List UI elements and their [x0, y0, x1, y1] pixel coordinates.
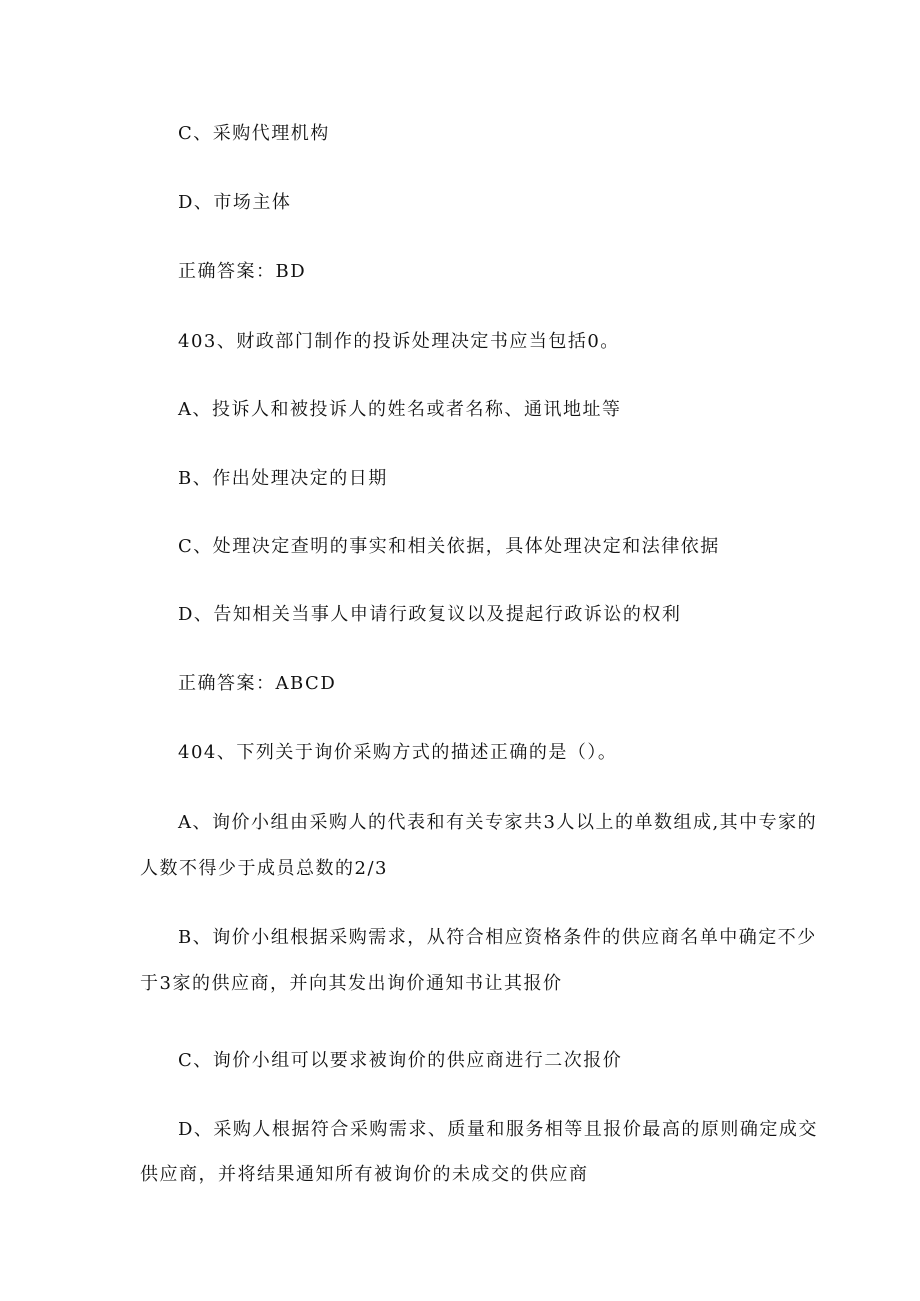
q404-option-d-line1: D、采购人根据符合采购需求、质量和服务相等且报价最高的原则确定成交 [178, 1119, 818, 1140]
q404-option-d-line2: 供应商，并将结果通知所有被询价的未成交的供应商 [140, 1164, 589, 1185]
q402-answer: 正确答案：BD [178, 261, 307, 282]
q403-answer: 正确答案：ABCD [178, 673, 337, 694]
q403-option-b: B、作出处理决定的日期 [178, 468, 388, 489]
q404-option-a-line1: A、询价小组由采购人的代表和有关专家共3人以上的单数组成,其中专家的 [178, 812, 818, 833]
q402-option-d: D、市场主体 [178, 192, 292, 213]
q404-option-a-line2: 人数不得少于成员总数的2/3 [140, 858, 388, 879]
q403-question: 403、财政部门制作的投诉处理决定书应当包括0。 [178, 331, 620, 352]
q403-option-a: A、投诉人和被投诉人的姓名或者名称、通讯地址等 [178, 399, 622, 420]
q404-option-b-line2: 于3家的供应商，并向其发出询价通知书让其报价 [140, 973, 563, 994]
q403-option-d: D、告知相关当事人申请行政复议以及提起行政诉讼的权利 [178, 604, 682, 625]
q404-option-c: C、询价小组可以要求被询价的供应商进行二次报价 [178, 1050, 623, 1071]
q404-option-b-line1: B、询价小组根据采购需求，从符合相应资格条件的供应商名单中确定不少 [178, 927, 817, 948]
q404-question: 404、下列关于询价采购方式的描述正确的是（）。 [178, 742, 618, 763]
q402-option-c: C、采购代理机构 [178, 123, 330, 144]
q403-option-c: C、处理决定查明的事实和相关依据，具体处理决定和法律依据 [178, 536, 720, 557]
